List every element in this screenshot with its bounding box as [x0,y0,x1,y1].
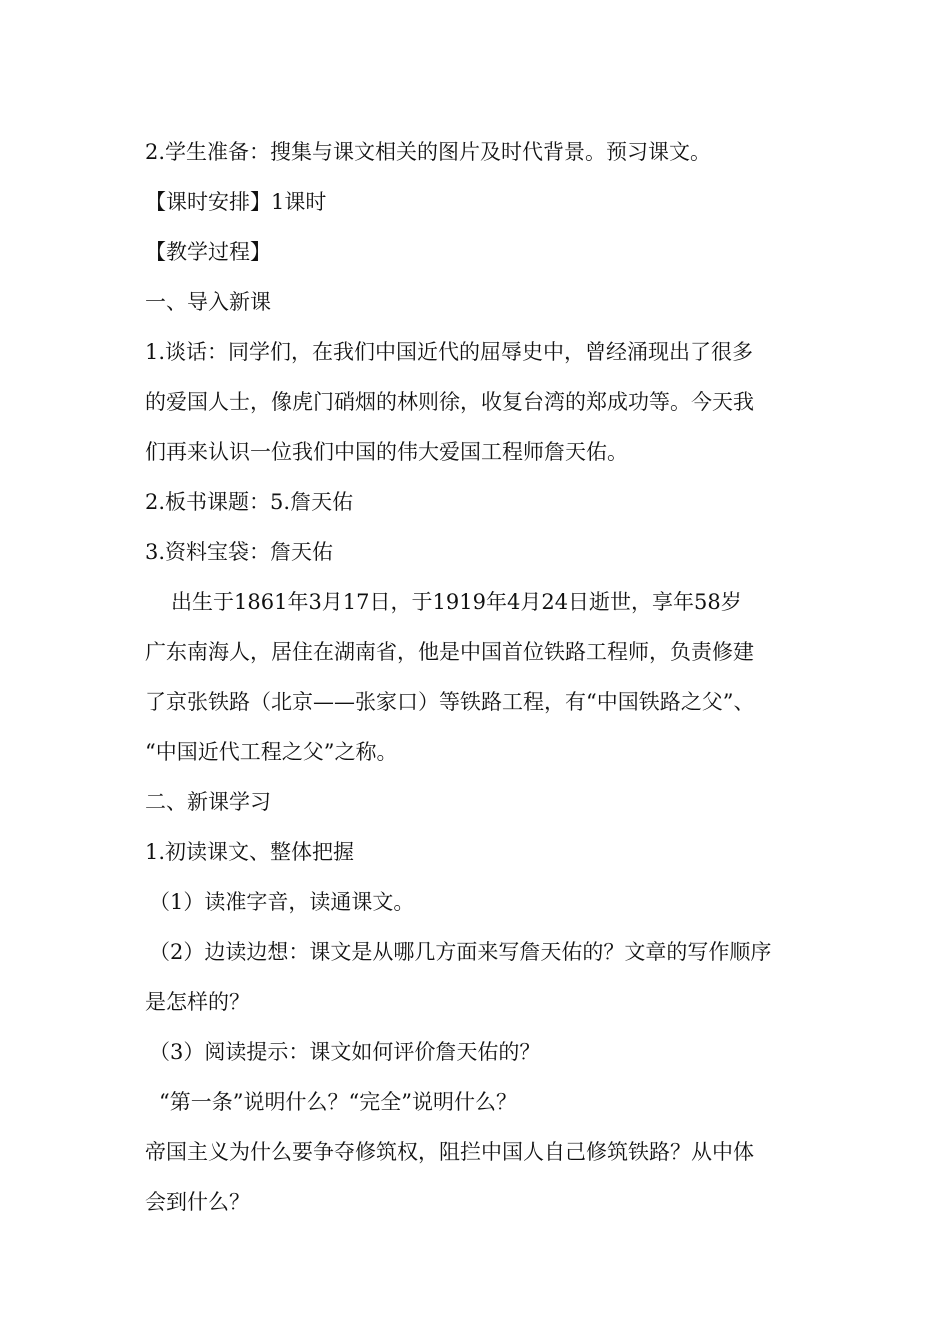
board-title-line: 2.板书课题：5.詹天佑 [145,490,354,514]
paragraph-line: 们再来认识一位我们中国的伟大爱国工程师詹天佑。 [145,440,628,464]
biography-line: 了京张铁路（北京——张家口）等铁路工程，有“中国铁路之父”、 [145,690,755,714]
process-heading: 【教学过程】 [145,240,271,264]
document-body [145,127,825,1227]
question-line: 帝国主义为什么要争夺修筑权，阻拦中国人自己修筑铁路？从中体 [145,1140,754,1164]
biography-line: 广东南海人，居住在湖南省，他是中国首位铁路工程师，负责修建 [145,640,754,664]
list-item: （3）阅读提示：课文如何评价詹天佑的？ [149,1040,541,1064]
prep-students-line: 2.学生准备：搜集与课文相关的图片及时代背景。预习课文。 [145,140,712,164]
biography-line: 出生于1861年3月17日，于1919年4月24日逝世，享年58岁 [171,590,742,614]
paragraph-line: 的爱国人士，像虎门硝烟的林则徐，收复台湾的郑成功等。今天我 [145,390,754,414]
paragraph-line: 1.谈话：同学们，在我们中国近代的屈辱史中，曾经涌现出了很多 [145,340,754,364]
list-item: （2）边读边想：课文是从哪几方面来写詹天佑的？文章的写作顺序 [149,940,772,964]
question-line: “第一条”说明什么？“完全”说明什么？ [159,1090,517,1114]
list-item: （1）读准字音，读通课文。 [149,890,415,914]
list-item-continuation: 是怎样的？ [145,990,250,1014]
question-line: 会到什么？ [145,1190,250,1214]
schedule-heading: 【课时安排】1课时 [145,190,327,214]
section-heading-intro: 一、导入新课 [145,290,271,314]
subsection-heading: 1.初读课文、整体把握 [145,840,355,864]
biography-line: “中国近代工程之父”之称。 [145,740,398,764]
section-heading-new-lesson: 二、新课学习 [145,790,271,814]
resource-line: 3.资料宝袋：詹天佑 [145,540,334,564]
